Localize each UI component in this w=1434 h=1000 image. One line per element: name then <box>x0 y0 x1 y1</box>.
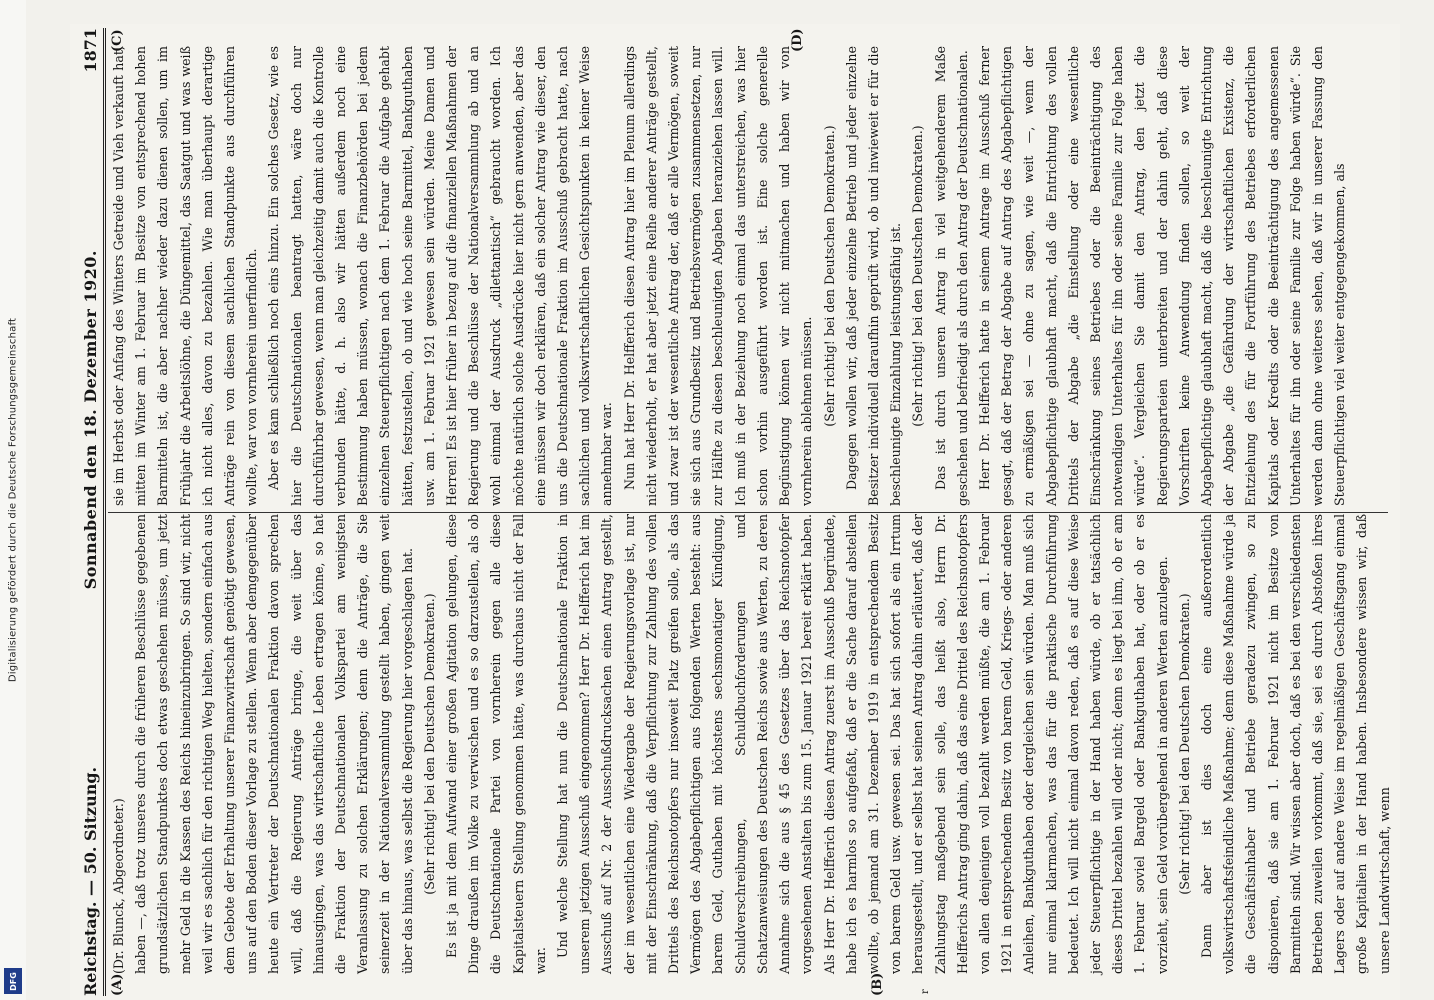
interjection: (Sehr richtig! bei den Deutschen Demokraten.) <box>1176 593 1192 895</box>
header-left-title: Reichstag. — 50. Sitzung. <box>81 766 100 996</box>
paragraph: Nun hat Herr Dr. Helfferich diesen Antrag hier im Plenum allerdings nicht wiederholt, er hat aber jetzt eine Reihe anderer Anträge gestellt, und zwar ist der wesentliche Antrag der, daß er alle Vermögen, soweit sie sich aus Grundbesitz und Betriebsvermögen zusammensetzen, nur zur Hälfte zu diesen beschleunigten Abgaben heranziehen lassen will. Ich muß in der Beziehung noch einmal das unterstreichen, was hier schon vorhin ausgeführt worden ist. Eine solche generelle Begünstigung können wir nicht mitmachen und haben wir von vornherein ablehnen müssen. <box>621 46 815 506</box>
column-divider <box>108 512 1388 513</box>
interjection: (Sehr richtig! bei den Deutschen Demokraten.) <box>821 125 837 427</box>
margin-tick: r <box>920 989 931 994</box>
speaker-attribution: (Dr. Blunck, Abgeordneter.) <box>111 798 126 974</box>
paragraph: Dann aber ist dies doch eine außerordentlich volkswirtschaftsfeindliche Maßnahme; denn diese Maßnahme würde ja die Geschäftsinhaber und Betriebe geradezu zwingen, so zu disponieren, daß sie am 1. Februar 1921 nicht im Besitze von Barmitteln sind. Wir wissen aber doch, daß es bei den verschiedensten Betrieben zuweilen vorkommt, daß sie, sei es durch Abstoßen ihres Lagers oder auf andere Weise im regelmäßigen Geschäftsgang einmal große Kapitalien in der Hand haben. Insbesondere wissen wir, daß unsere Landwirtschaft, wenn <box>1198 514 1392 974</box>
margin-marker-c: (C) <box>110 29 125 52</box>
paragraph: Dagegen wollen wir, daß jeder einzelne Betrieb und jeder einzelne Besitzer individuell daraufhin geprüft wird, ob und inwieweit er für die beschleunigte Einzahlung leistungsfähig ist. <box>843 46 904 506</box>
margin-marker-b: (B) <box>870 972 885 996</box>
paragraph: sie im Herbst oder Anfang des Winters Getreide und Vieh verkauft hat, mitten im Winter am 1. Februar im Besitze von entsprechend hohen Barmitteln ist, die aber nachher wieder dazu dienen sollen, um im Frühjahr die Arbeitslöhne, die Düngemittel, das Saatgut und was weiß ich nicht alles, davon zu bezahlen. Wie man überhaupt derartige Anträge rein von diesem sachlichen Standpunkte aus durchführen wollte, war von vornherein unerfindlich. <box>111 46 260 506</box>
page-header <box>70 28 106 996</box>
paragraph: Aber es kam schließlich noch eins hinzu. Ein solches Gesetz, wie es hier die Deutschnationalen beantragt hatten, wäre doch nur durchführbar gewesen, wenn man gleichzeitig damit auch die Kontrolle verbunden hätte, d. h. also wir hätten außerdem noch eine Bestimmung haben müssen, wonach die Finanzbehörden bei jedem einzelnen Steuerpflichtigen nach dem 1. Februar die Aufgabe gehabt hätten, festzustellen, ob und wie hoch seine Barmittel, Bankguthaben usw. am 1. Februar 1921 gewesen sein würden. Meine Damen und Herren! Es ist hier früher in bezug auf die finanziellen Maßnahmen der Regierung und die Beschlüsse der Nationalversammlung ab und an wohl einmal der Ausdruck „dilettantisch“ gebraucht worden. Ich möchte natürlich solche Ausdrücke hier nicht gern anwenden, aber das eine müssen wir doch erklären, daß ein solcher Antrag wie dieser, den uns die Deutschnationale Fraktion im Ausschuß gebracht hatte, nach sachlichen und volkswirtschaftlichen Gesichtspunkten in keiner Weise annehmbar war. <box>266 46 615 506</box>
dfg-logo <box>4 968 22 994</box>
paragraph: Das ist durch unseren Antrag in viel weitgehenderem Maße geschehen und befriedigt als durch den Antrag der Deutschnationalen. <box>932 46 970 506</box>
margin-marker-a: (A) <box>110 973 125 996</box>
paragraph: haben —, daß trotz unseres durch die früheren Beschlüsse gegebenen grundsätzlichen Standpunktes doch etwas geschehen müsse, um jetzt mehr Geld in die Kassen des Reichs hineinzubringen. So sind wir, nicht weil wir es sachlich für den richtigen Weg hielten, sondern einfach aus dem Gebote der Erhaltung unserer Finanzwirtschaft genötigt gewesen, uns auf den Boden dieser Vorlage zu stellen. Wenn aber demgegenüber heute ein Vertreter der Deutschnationalen Fraktion davon sprechen will, daß die Regierung Anträge bringe, die weit über das hinausgingen, was das wirtschaftliche Leben ertragen könne, so hat die Fraktion der Deutschnationalen Volkspartei am wenigsten Veranlassung zu solchen Erklärungen; denn die Anträge, die Sie seinerzeit in der Nationalversammlung gestellt haben, gingen weit über das hinaus, was selbst die Regierung hier vorgeschlagen hat. <box>133 514 415 974</box>
margin-marker-d: (D) <box>790 28 805 52</box>
digitization-credit-text: Digitalisierung gefördert durch die Deutsche Forschungsgemeinschaft <box>7 317 19 683</box>
text-column-right <box>108 46 1388 506</box>
page-number: 1871 <box>81 28 100 73</box>
interjection: (Sehr richtig! bei den Deutschen Demokraten.) <box>910 125 926 427</box>
dfg-logo-label: DFG <box>8 971 18 991</box>
paragraph: Es ist ja mit dem Aufwand einer großen Agitation gelungen, diese Dinge draußen im Volke zu verwischen und es so darzustellen, als ob die Deutschnationale Partei von vornherein gegen alle diese Kapitalsteuern Stellung genommen hätte, was durchaus nicht der Fall war. <box>444 514 548 974</box>
header-date: Sonnabend den 18. Dezember 1920. <box>81 250 100 590</box>
newspaper-page <box>70 24 1400 1000</box>
paragraph: Herr Dr. Helfferich hatte in seinem Antrage im Ausschuß ferner gesagt, daß der Betrag der Abgabe auf Antrag des Abgabepflichtigen zu ermäßigen sei — ohne zu sagen, wie weit —, wenn der Abgabepflichtige glaubhaft macht, daß die Entrichtung des vollen Drittels der Abgabe „die Einstellung oder eine wesentliche Einschränkung seines Betriebes oder die Beeinträchtigung des notwendigen Unterhaltes für ihn oder seine Familie zur Folge haben würde“. Vergleichen Sie damit den Antrag, den jetzt die Regierungsparteien unterbreiten und der dahin geht, daß diese Vorschriften keine Anwendung finden sollen, so weit der Abgabepflichtige glaubhaft macht, daß die beschleunigte Entrichtung der Abgabe „die Gefährdung der wirtschaftlichen Existenz, die Entziehung des für die Fortführung des Betriebes erforderlichen Kapitals oder Kredits oder die Beeinträchtigung des angemessenen Unterhaltes für ihn oder seine Familie zur Folge haben würde“. Sie werden dann ohne weiteres sehen, daß wir in unserer Fassung den Steuerpflichtigen viel weiter entgegengekommen, als <box>976 46 1348 506</box>
digitization-credit-strip <box>0 0 26 1000</box>
paragraph: Und welche Stellung hat nun die Deutschnationale Fraktion in unserem jetzigen Ausschuß eingenommen? Herr Dr. Helfferich hat im Ausschuß auf Nr. 2 der Ausschußdrucksachen einen Antrag gestellt, der im wesentlichen eine Wiedergabe der Regierungsvorlage ist, nur mit der Einschränkung, daß die Verpflichtung zur Zahlung des vollen Drittels des Reichsnotopfers nur insoweit Platz greifen solle, als das Vermögen des Abgabepflichtigen aus folgenden Werten besteht: aus barem Geld, Guthaben mit höchstens sechsmonatiger Kündigung, Schuldverschreibungen, Schuldbuchforderungen und Schatzanweisungen des Deutschen Reichs sowie aus Werten, zu deren Annahme sich die aus § 45 des Gesetzes über das Reichsnotopfer vorgesehenen Anstalten bis zum 15. Januar 1921 bereit erklärt haben. Als Herr Dr. Helfferich diesen Antrag zuerst im Ausschuß begründete, habe ich es harmlos so aufgefaßt, daß er die Sache darauf abstellen wollte, ob jemand am 31. Dezember 1919 in entsprechendem Besitz von barem Geld usw. gewesen sei. Das hat sich sofort als ein Irrtum herausgestellt, und er selbst hat seinen Antrag dahin erläutert, daß der Zahlungstag maßgebend sein solle, das heißt also, Herrn Dr. Helfferichs Antrag ging dahin, daß das eine Drittel des Reichsnotopfers von allen denjenigen voll bezahlt werden müßte, die am 1. Februar 1921 in entsprechendem Besitz von barem Geld, Kriegs- oder anderen Anleihen, Bankguthaben oder dergleichen sein würden. Man muß sich nur einmal klarmachen, was das für die praktische Durchführung bedeutet. Ich will nicht einmal davon reden, daß es auf diese Weise jeder Steuerpflichtige in der Hand haben würde, ob er tatsächlich dieses Drittel bezahlen will oder nicht; denn es liegt bei ihm, ob er am 1. Februar soviel Bargeld oder Bankguthaben hat, oder ob er es vorzieht, sein Geld vorübergehend in anderen Werten anzulegen. <box>555 514 1170 974</box>
text-column-left <box>108 514 1392 974</box>
interjection: (Sehr richtig! bei den Deutschen Demokraten.) <box>421 593 437 895</box>
